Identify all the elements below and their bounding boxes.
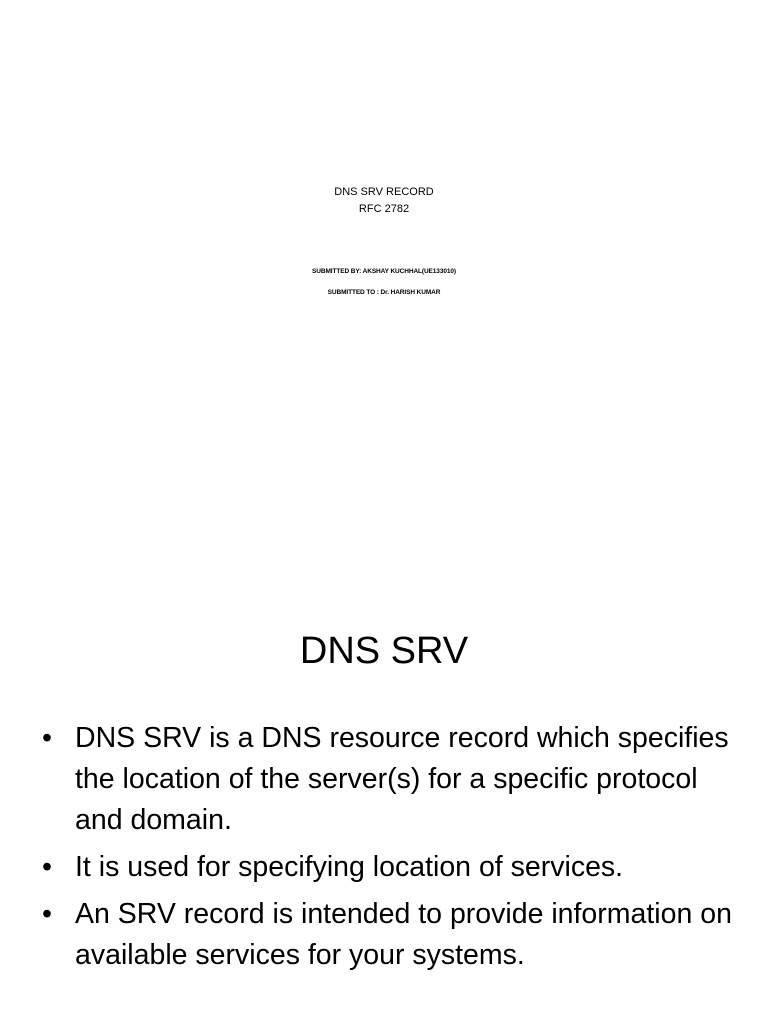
bullet-item [40,718,740,841]
bullet-item [40,847,740,888]
slide-title-line-1: DNS SRV RECORD [334,186,434,198]
bullet-mark: • [42,722,52,754]
slide-title-line-2: RFC 2782 [358,203,410,215]
slide-heading: DNS SRV [299,630,469,672]
slide-title-block [0,184,768,218]
bullet-mark: • [42,851,52,883]
bullet-item [40,894,740,976]
bullet-text: DNS SRV is a DNS resource record which specifies the location of the server(s) for a specific protocol and domain. [75,722,729,836]
bullet-mark: • [42,898,52,930]
submitted-to-text: SUBMITTED TO : Dr. HARISH KUMAR [327,289,441,296]
content-slide [0,578,768,1024]
submitted-by-text: SUBMITTED BY: AKSHAY KUCHHAL(UE133010) [312,268,456,275]
bullet-list [40,718,740,982]
bullet-text: It is used for specifying location of services. [75,851,624,883]
bullet-text: An SRV record is intended to provide information on available services for your systems. [75,898,732,971]
